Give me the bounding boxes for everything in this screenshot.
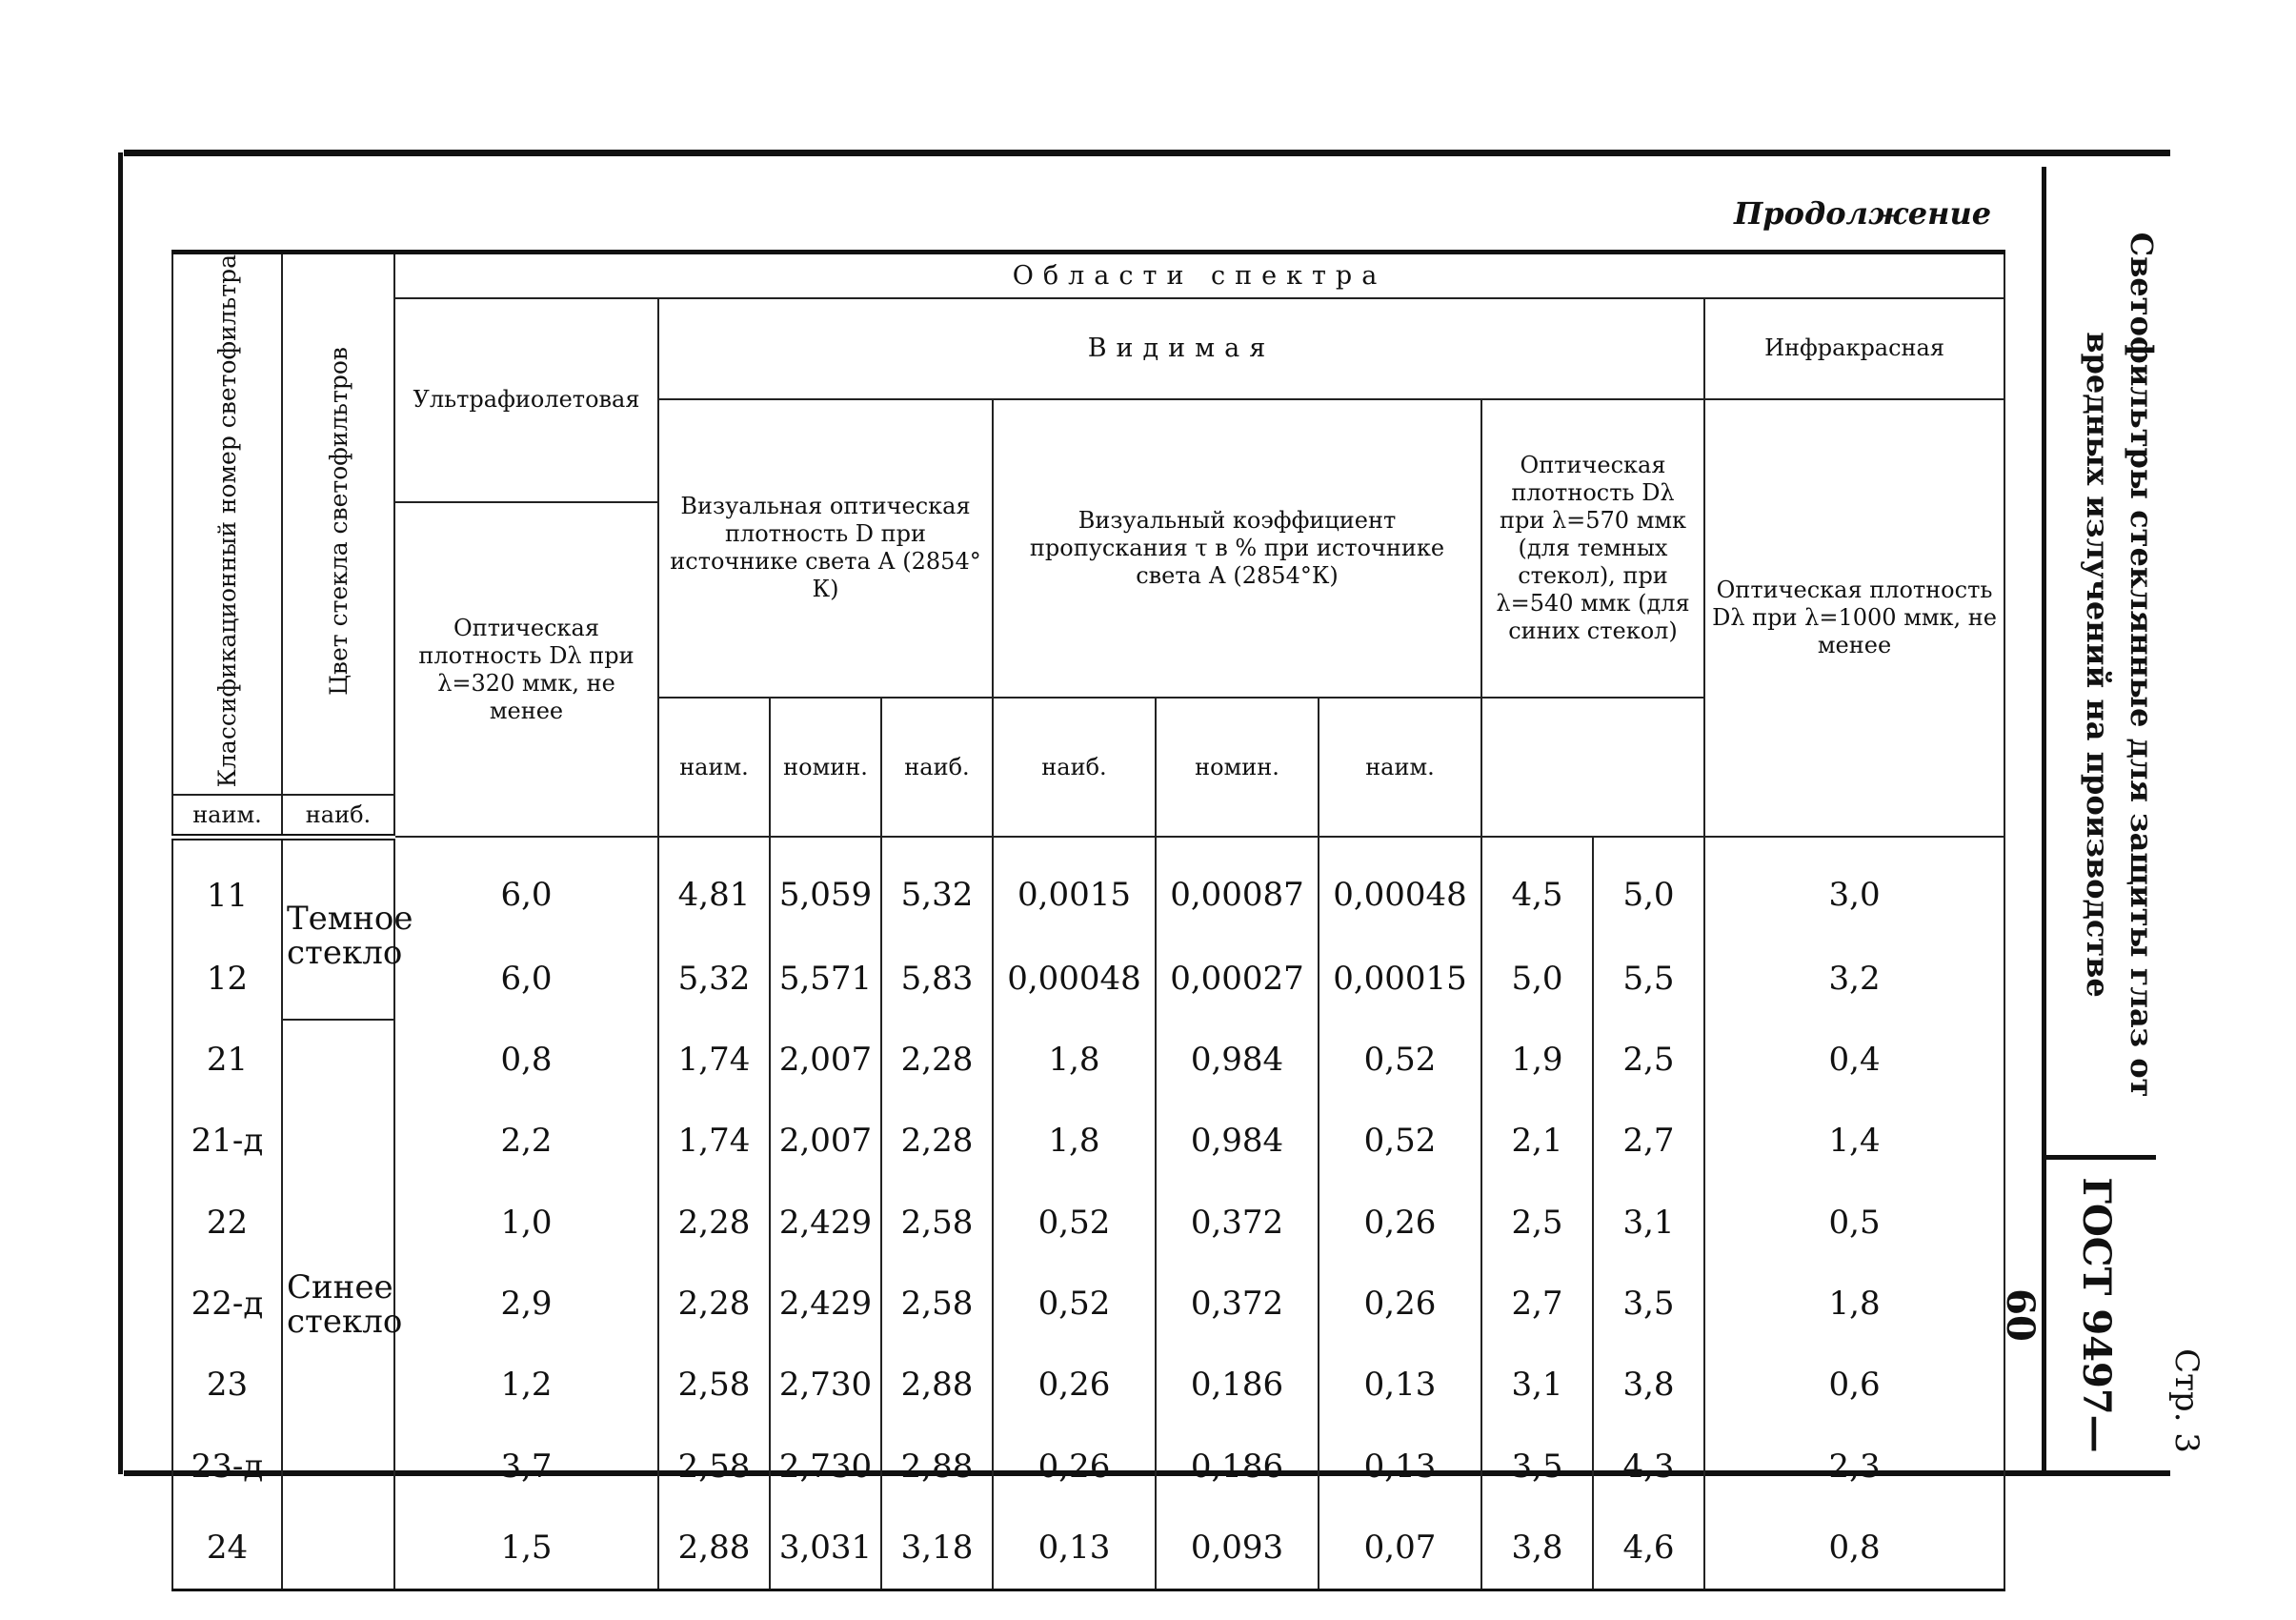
- side-title: [2063, 186, 2177, 1144]
- cell-d-nom: 2,730: [770, 1345, 881, 1426]
- cell-t-nom: 0,186: [1156, 1426, 1319, 1507]
- cell-d-max: 2,88: [881, 1345, 993, 1426]
- cell-t-min: 0,52: [1319, 1020, 1481, 1101]
- cell-d-max: 2,58: [881, 1263, 993, 1344]
- header-uv-density: Оптическая плотность Dλ при λ=320 ммк, не менее: [394, 502, 658, 837]
- cell-num: 21-д: [172, 1101, 282, 1182]
- cell-num: 22: [172, 1182, 282, 1263]
- cell-o-max: 2,7: [1593, 1101, 1704, 1182]
- header-optical-density-visible: Оптическая плотность Dλ при λ=570 ммк (для темных стекол), при λ=540 ммк (для синих стекол): [1481, 399, 1704, 698]
- header-t-nom: номин.: [1156, 698, 1319, 837]
- cell-t-nom: 0,00087: [1156, 837, 1319, 938]
- cell-uv: 3,7: [394, 1426, 658, 1507]
- cell-ir: 0,6: [1704, 1345, 2004, 1426]
- page-number: [2158, 1334, 2215, 1468]
- cell-uv: 1,2: [394, 1345, 658, 1426]
- cell-d-nom: 2,429: [770, 1182, 881, 1263]
- cell-t-max: 0,00048: [993, 938, 1156, 1019]
- header-t-min: наим.: [1319, 698, 1481, 837]
- spectrum-table: [171, 250, 2005, 1591]
- cell-d-min: 2,88: [658, 1507, 770, 1590]
- cell-d-nom: 2,730: [770, 1426, 881, 1507]
- table-row: [172, 1263, 2004, 1344]
- cell-o-max: 4,6: [1593, 1507, 1704, 1590]
- page-number-text: Стр. 3: [2167, 1348, 2205, 1453]
- gost-code: [1998, 1172, 2134, 1458]
- cell-ir: 1,4: [1704, 1101, 2004, 1182]
- cell-uv: 6,0: [394, 837, 658, 938]
- header-spectrum-regions: Области спектра: [394, 253, 2004, 298]
- cell-ir: 0,4: [1704, 1020, 2004, 1101]
- gost-code-text: ГОСТ 9497—60: [1998, 1177, 2119, 1453]
- cell-ir: 1,8: [1704, 1263, 2004, 1344]
- cell-o-max: 5,5: [1593, 938, 1704, 1019]
- cell-o-min: 2,1: [1481, 1101, 1593, 1182]
- cell-num: 12: [172, 938, 282, 1019]
- cell-d-max: 5,83: [881, 938, 993, 1019]
- cell-t-min: 0,13: [1319, 1345, 1481, 1426]
- header-uv: Ультрафиолетовая: [394, 298, 658, 502]
- cell-d-max: 2,88: [881, 1426, 993, 1507]
- cell-t-max: 0,0015: [993, 837, 1156, 938]
- table-row: [172, 1182, 2004, 1263]
- cell-d-max: 2,28: [881, 1101, 993, 1182]
- cell-num: 21: [172, 1020, 282, 1101]
- header-d-max: наиб.: [881, 698, 993, 837]
- cell-d-min: 2,28: [658, 1263, 770, 1344]
- cell-o-min: 2,7: [1481, 1263, 1593, 1344]
- cell-t-max: 1,8: [993, 1020, 1156, 1101]
- cell-ir: 3,0: [1704, 837, 2004, 938]
- cell-d-min: 1,74: [658, 1020, 770, 1101]
- cell-t-nom: 0,093: [1156, 1507, 1319, 1590]
- table-row: [172, 1020, 2004, 1101]
- table-row: [172, 837, 2004, 938]
- header-o-spacer: [1481, 698, 1704, 837]
- cell-num: 23: [172, 1345, 282, 1426]
- cell-o-min: 1,9: [1481, 1020, 1593, 1101]
- cell-o-min: 3,5: [1481, 1426, 1593, 1507]
- cell-t-nom: 0,984: [1156, 1101, 1319, 1182]
- cell-d-min: 4,81: [658, 837, 770, 938]
- header-visual-transmission: Визуальный коэффициент пропускания τ в % при источнике света А (2854°К): [993, 399, 1481, 698]
- cell-num: 24: [172, 1507, 282, 1590]
- cell-d-max: 2,28: [881, 1020, 993, 1101]
- cell-o-max: 3,5: [1593, 1263, 1704, 1344]
- frame-top-rule: [124, 150, 2170, 156]
- cell-t-max: 0,52: [993, 1263, 1156, 1344]
- table-row: [172, 1426, 2004, 1507]
- cell-d-nom: 2,007: [770, 1101, 881, 1182]
- cell-t-min: 0,52: [1319, 1101, 1481, 1182]
- cell-o-min: 3,1: [1481, 1345, 1593, 1426]
- cell-d-nom: 2,429: [770, 1263, 881, 1344]
- cell-t-nom: 0,372: [1156, 1263, 1319, 1344]
- header-visual-density: Визуальная оптическая плотность D при источнике света А (2854° К): [658, 399, 993, 698]
- cell-t-max: 0,26: [993, 1345, 1156, 1426]
- cell-d-max: 3,18: [881, 1507, 993, 1590]
- cell-uv: 6,0: [394, 938, 658, 1019]
- table-row: [172, 1345, 2004, 1426]
- header-t-max: наиб.: [993, 698, 1156, 837]
- cell-d-min: 1,74: [658, 1101, 770, 1182]
- cell-uv: 2,9: [394, 1263, 658, 1344]
- cell-d-min: 2,28: [658, 1182, 770, 1263]
- header-infrared: Инфракрасная: [1704, 298, 2004, 399]
- header-glass-color-text: Цвет стекла светофильтров: [324, 346, 352, 696]
- cell-ir: 0,8: [1704, 1507, 2004, 1590]
- cell-uv: 2,2: [394, 1101, 658, 1182]
- cell-color-dark: Темное стекло: [282, 837, 394, 1019]
- cell-t-min: 0,13: [1319, 1426, 1481, 1507]
- cell-t-nom: 0,372: [1156, 1182, 1319, 1263]
- header-o-min: наим.: [172, 795, 282, 837]
- cell-num: 23-д: [172, 1426, 282, 1507]
- cell-t-min: 0,26: [1319, 1182, 1481, 1263]
- header-class-number-text: Классификационный номер светофильтра: [213, 254, 241, 788]
- header-visible: Видимая: [658, 298, 1704, 399]
- header-d-nom: номин.: [770, 698, 881, 837]
- cell-uv: 1,0: [394, 1182, 658, 1263]
- cell-o-min: 2,5: [1481, 1182, 1593, 1263]
- cell-t-nom: 0,00027: [1156, 938, 1319, 1019]
- frame-right-rule: [2042, 167, 2046, 1474]
- cell-d-max: 2,58: [881, 1182, 993, 1263]
- cell-d-min: 2,58: [658, 1426, 770, 1507]
- cell-o-max: 4,3: [1593, 1426, 1704, 1507]
- cell-ir: 2,3: [1704, 1426, 2004, 1507]
- side-separator: [2042, 1155, 2156, 1160]
- table-row: [172, 938, 2004, 1019]
- cell-d-nom: 5,059: [770, 837, 881, 938]
- table-row: [172, 1507, 2004, 1590]
- header-ir-density: Оптическая плотность Dλ при λ=1000 ммк, не менее: [1704, 399, 2004, 838]
- header-o-max: наиб.: [282, 795, 394, 837]
- cell-d-min: 2,58: [658, 1345, 770, 1426]
- header-glass-color: [282, 253, 394, 796]
- cell-o-max: 3,8: [1593, 1345, 1704, 1426]
- cell-t-min: 0,26: [1319, 1263, 1481, 1344]
- cell-color-blue: Синее стекло: [282, 1020, 394, 1590]
- cell-t-nom: 0,984: [1156, 1020, 1319, 1101]
- header-d-min: наим.: [658, 698, 770, 837]
- cell-o-min: 5,0: [1481, 938, 1593, 1019]
- cell-uv: 0,8: [394, 1020, 658, 1101]
- cell-d-min: 5,32: [658, 938, 770, 1019]
- cell-o-max: 3,1: [1593, 1182, 1704, 1263]
- cell-t-min: 0,07: [1319, 1507, 1481, 1590]
- cell-t-max: 0,52: [993, 1182, 1156, 1263]
- header-class-number: [172, 253, 282, 796]
- frame-left-rule: [118, 152, 123, 1474]
- cell-d-nom: 2,007: [770, 1020, 881, 1101]
- cell-t-max: 0,26: [993, 1426, 1156, 1507]
- cell-num: 22-д: [172, 1263, 282, 1344]
- continuation-label: Продолжение: [1734, 195, 1992, 232]
- cell-o-max: 5,0: [1593, 837, 1704, 938]
- cell-o-min: 4,5: [1481, 837, 1593, 938]
- cell-num: 11: [172, 837, 282, 938]
- cell-t-max: 1,8: [993, 1101, 1156, 1182]
- cell-ir: 3,2: [1704, 938, 2004, 1019]
- cell-t-max: 0,13: [993, 1507, 1156, 1590]
- cell-o-min: 3,8: [1481, 1507, 1593, 1590]
- cell-d-nom: 5,571: [770, 938, 881, 1019]
- side-title-text: Светофильтры стеклянные для защиты глаз от вредных излучений на производстве: [2080, 232, 2160, 1098]
- cell-t-nom: 0,186: [1156, 1345, 1319, 1426]
- cell-t-min: 0,00048: [1319, 837, 1481, 938]
- cell-ir: 0,5: [1704, 1182, 2004, 1263]
- cell-d-max: 5,32: [881, 837, 993, 938]
- table-row: [172, 1101, 2004, 1182]
- cell-o-max: 2,5: [1593, 1020, 1704, 1101]
- cell-d-nom: 3,031: [770, 1507, 881, 1590]
- cell-uv: 1,5: [394, 1507, 658, 1590]
- cell-t-min: 0,00015: [1319, 938, 1481, 1019]
